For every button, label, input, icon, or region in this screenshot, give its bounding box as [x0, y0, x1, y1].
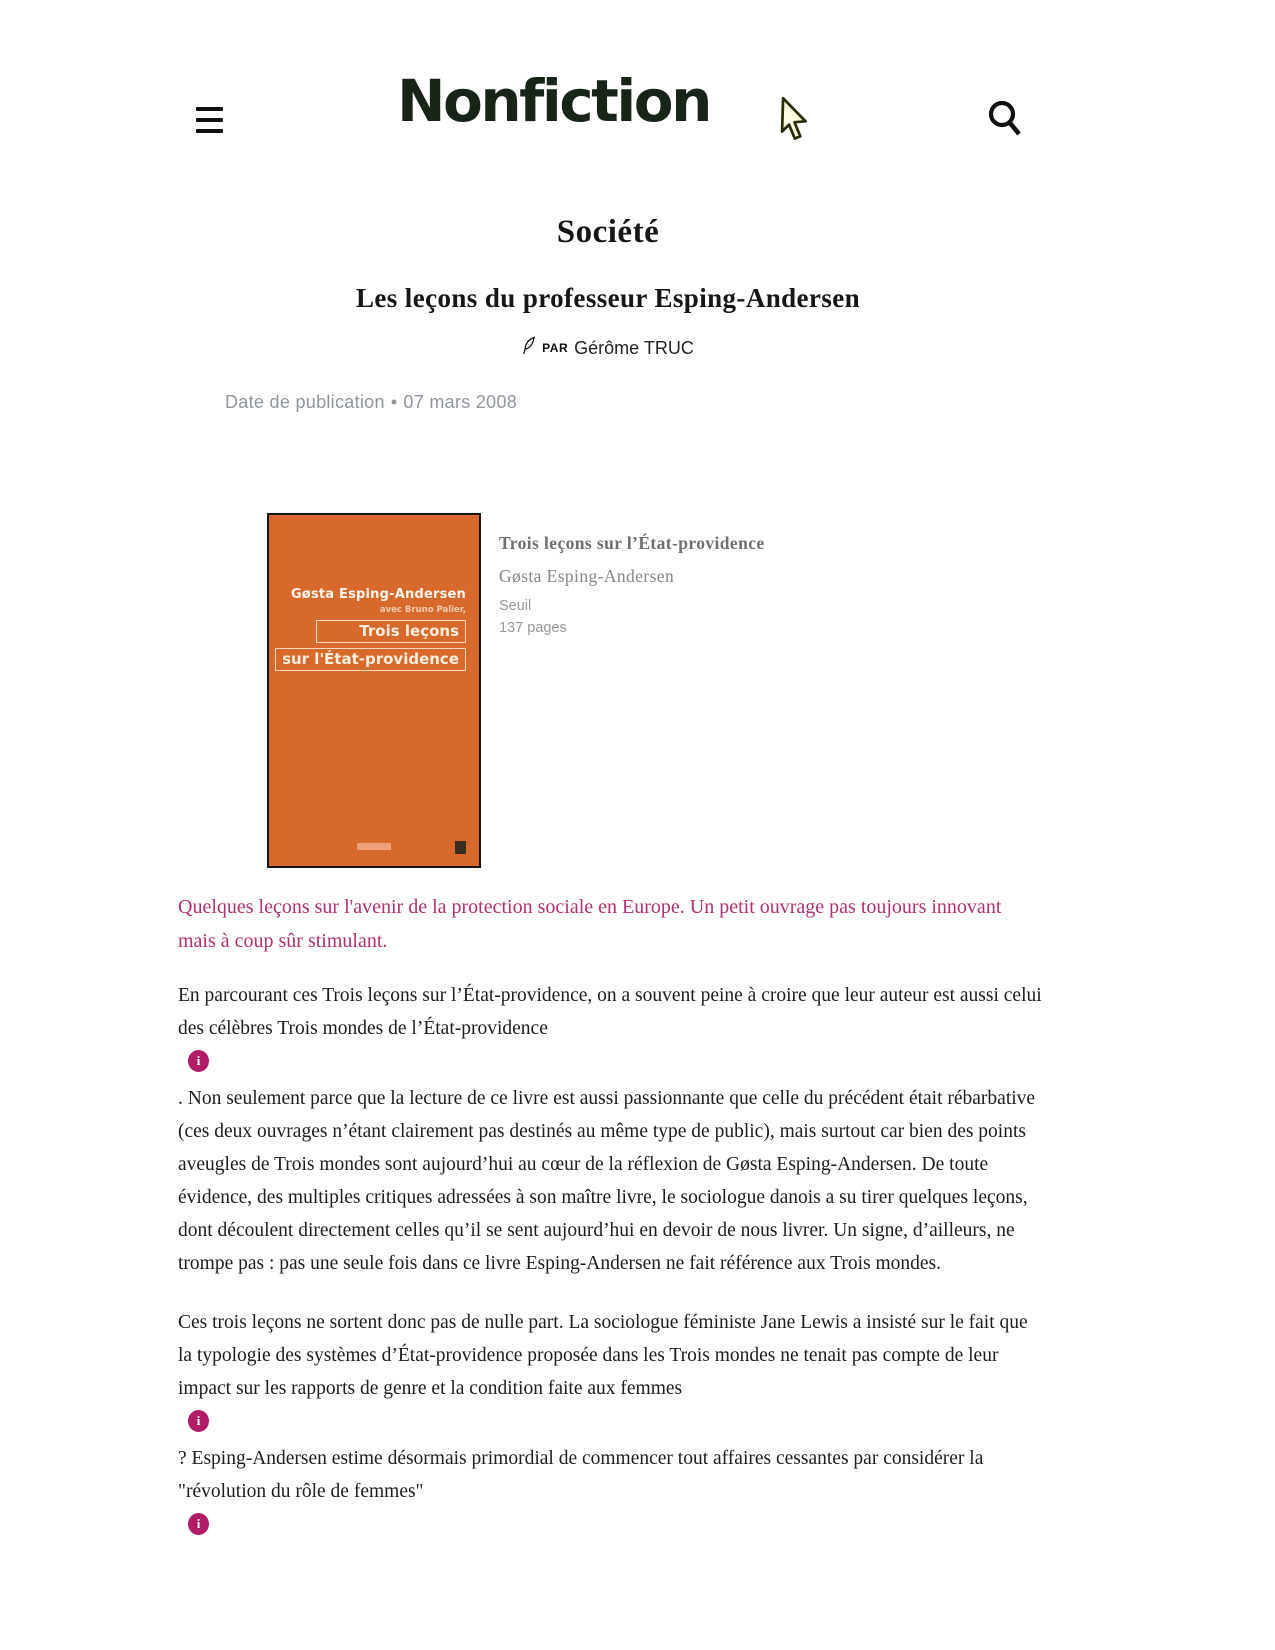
article-paragraph: Ces trois leçons ne sortent donc pas de nulle part. La sociologue féministe Jane Lewis a insisté sur le fait que la typologie des systèmes d’État-providence proposée dans les Trois mondes ne tenait pas compte de leur impact sur les rapports de genre et la condition faite aux femmes [178, 1312, 1028, 1399]
article-paragraph: ? Esping-Andersen estime désormais primordial de commencer tout affaires cessantes par considérer la "révolution du rôle de femmes" [178, 1448, 984, 1502]
quill-icon [522, 336, 536, 360]
book-info-pages: 137 pages [499, 620, 567, 636]
book-block [172, 513, 1044, 868]
cover-publisher-logo [455, 841, 466, 854]
article-page [172, 214, 1044, 1535]
book-info-author: Gøsta Esping-Andersen [499, 566, 675, 586]
article-paragraph: . Non seulement parce que la lecture de ce livre est aussi passionnante que celle du précédent était rébarbative (ces deux ouvrages n’étant clairement pas destinés au même type de public), mais surtout car bien des points aveugles de Trois mondes sont aujourd’hui au cœur de la réflexion de Gøsta Esping-Andersen. De toute évidence, des multiples critiques adressées à son maître livre, le sociologue danois a su tirer quelques leçons, dont découlent directement celles qu’il se sent aujourd’hui en devoir de nous livrer. Un signe, d’ailleurs, ne trompe pas : pas une seule fois dans ce livre Esping-Andersen ne fait référence aux Trois mondes. [178, 1088, 1036, 1274]
book-cover-image [267, 513, 481, 868]
footnote-info-icon[interactable]: i [188, 1513, 209, 1535]
byline [172, 336, 1044, 360]
cover-publisher-mark [357, 843, 391, 850]
cover-title-line1: Trois leçons [316, 620, 466, 643]
book-info [499, 513, 765, 868]
cover-coauthor: avec Bruno Palier, [379, 605, 466, 615]
category-heading: Société [556, 214, 660, 250]
byline-author: Gérôme TRUC [574, 337, 694, 358]
hamburger-bar [196, 107, 223, 111]
publication-date [225, 392, 1044, 413]
site-logo[interactable]: Nonfiction [397, 67, 710, 135]
cover-title-line2: sur l'État-providence [275, 648, 466, 671]
search-icon[interactable] [986, 98, 1024, 145]
footnote-info-icon[interactable]: i [188, 1410, 209, 1432]
hamburger-bar [196, 129, 223, 133]
book-info-publisher: Seuil [499, 598, 532, 614]
article-intro: Quelques leçons sur l'avenir de la protection sociale en Europe. Un petit ouvrage pas toujours innovant mais à coup sûr stimulant. [178, 896, 1002, 952]
footnote-info-icon[interactable]: i [188, 1050, 209, 1072]
cover-author: Gøsta Esping-Andersen [290, 587, 466, 602]
book-cover-text [275, 587, 466, 671]
date-value: 07 mars 2008 [403, 392, 518, 412]
article-title: Les leçons du professeur Esping-Andersen [355, 283, 861, 313]
date-label: Date de publication [225, 392, 385, 412]
site-header [0, 0, 1275, 168]
date-bullet: • [390, 392, 398, 412]
menu-hamburger-icon[interactable] [196, 107, 223, 133]
mouse-cursor-icon [778, 96, 812, 153]
hamburger-bar [196, 118, 223, 122]
byline-prefix: PAR [542, 341, 569, 355]
article-paragraph: En parcourant ces Trois leçons sur l’État-providence, on a souvent peine à croire que leur auteur est aussi celui des célèbres Trois mondes de l’État-providence [178, 985, 1042, 1039]
book-info-title: Trois leçons sur l’État-providence [499, 533, 765, 553]
